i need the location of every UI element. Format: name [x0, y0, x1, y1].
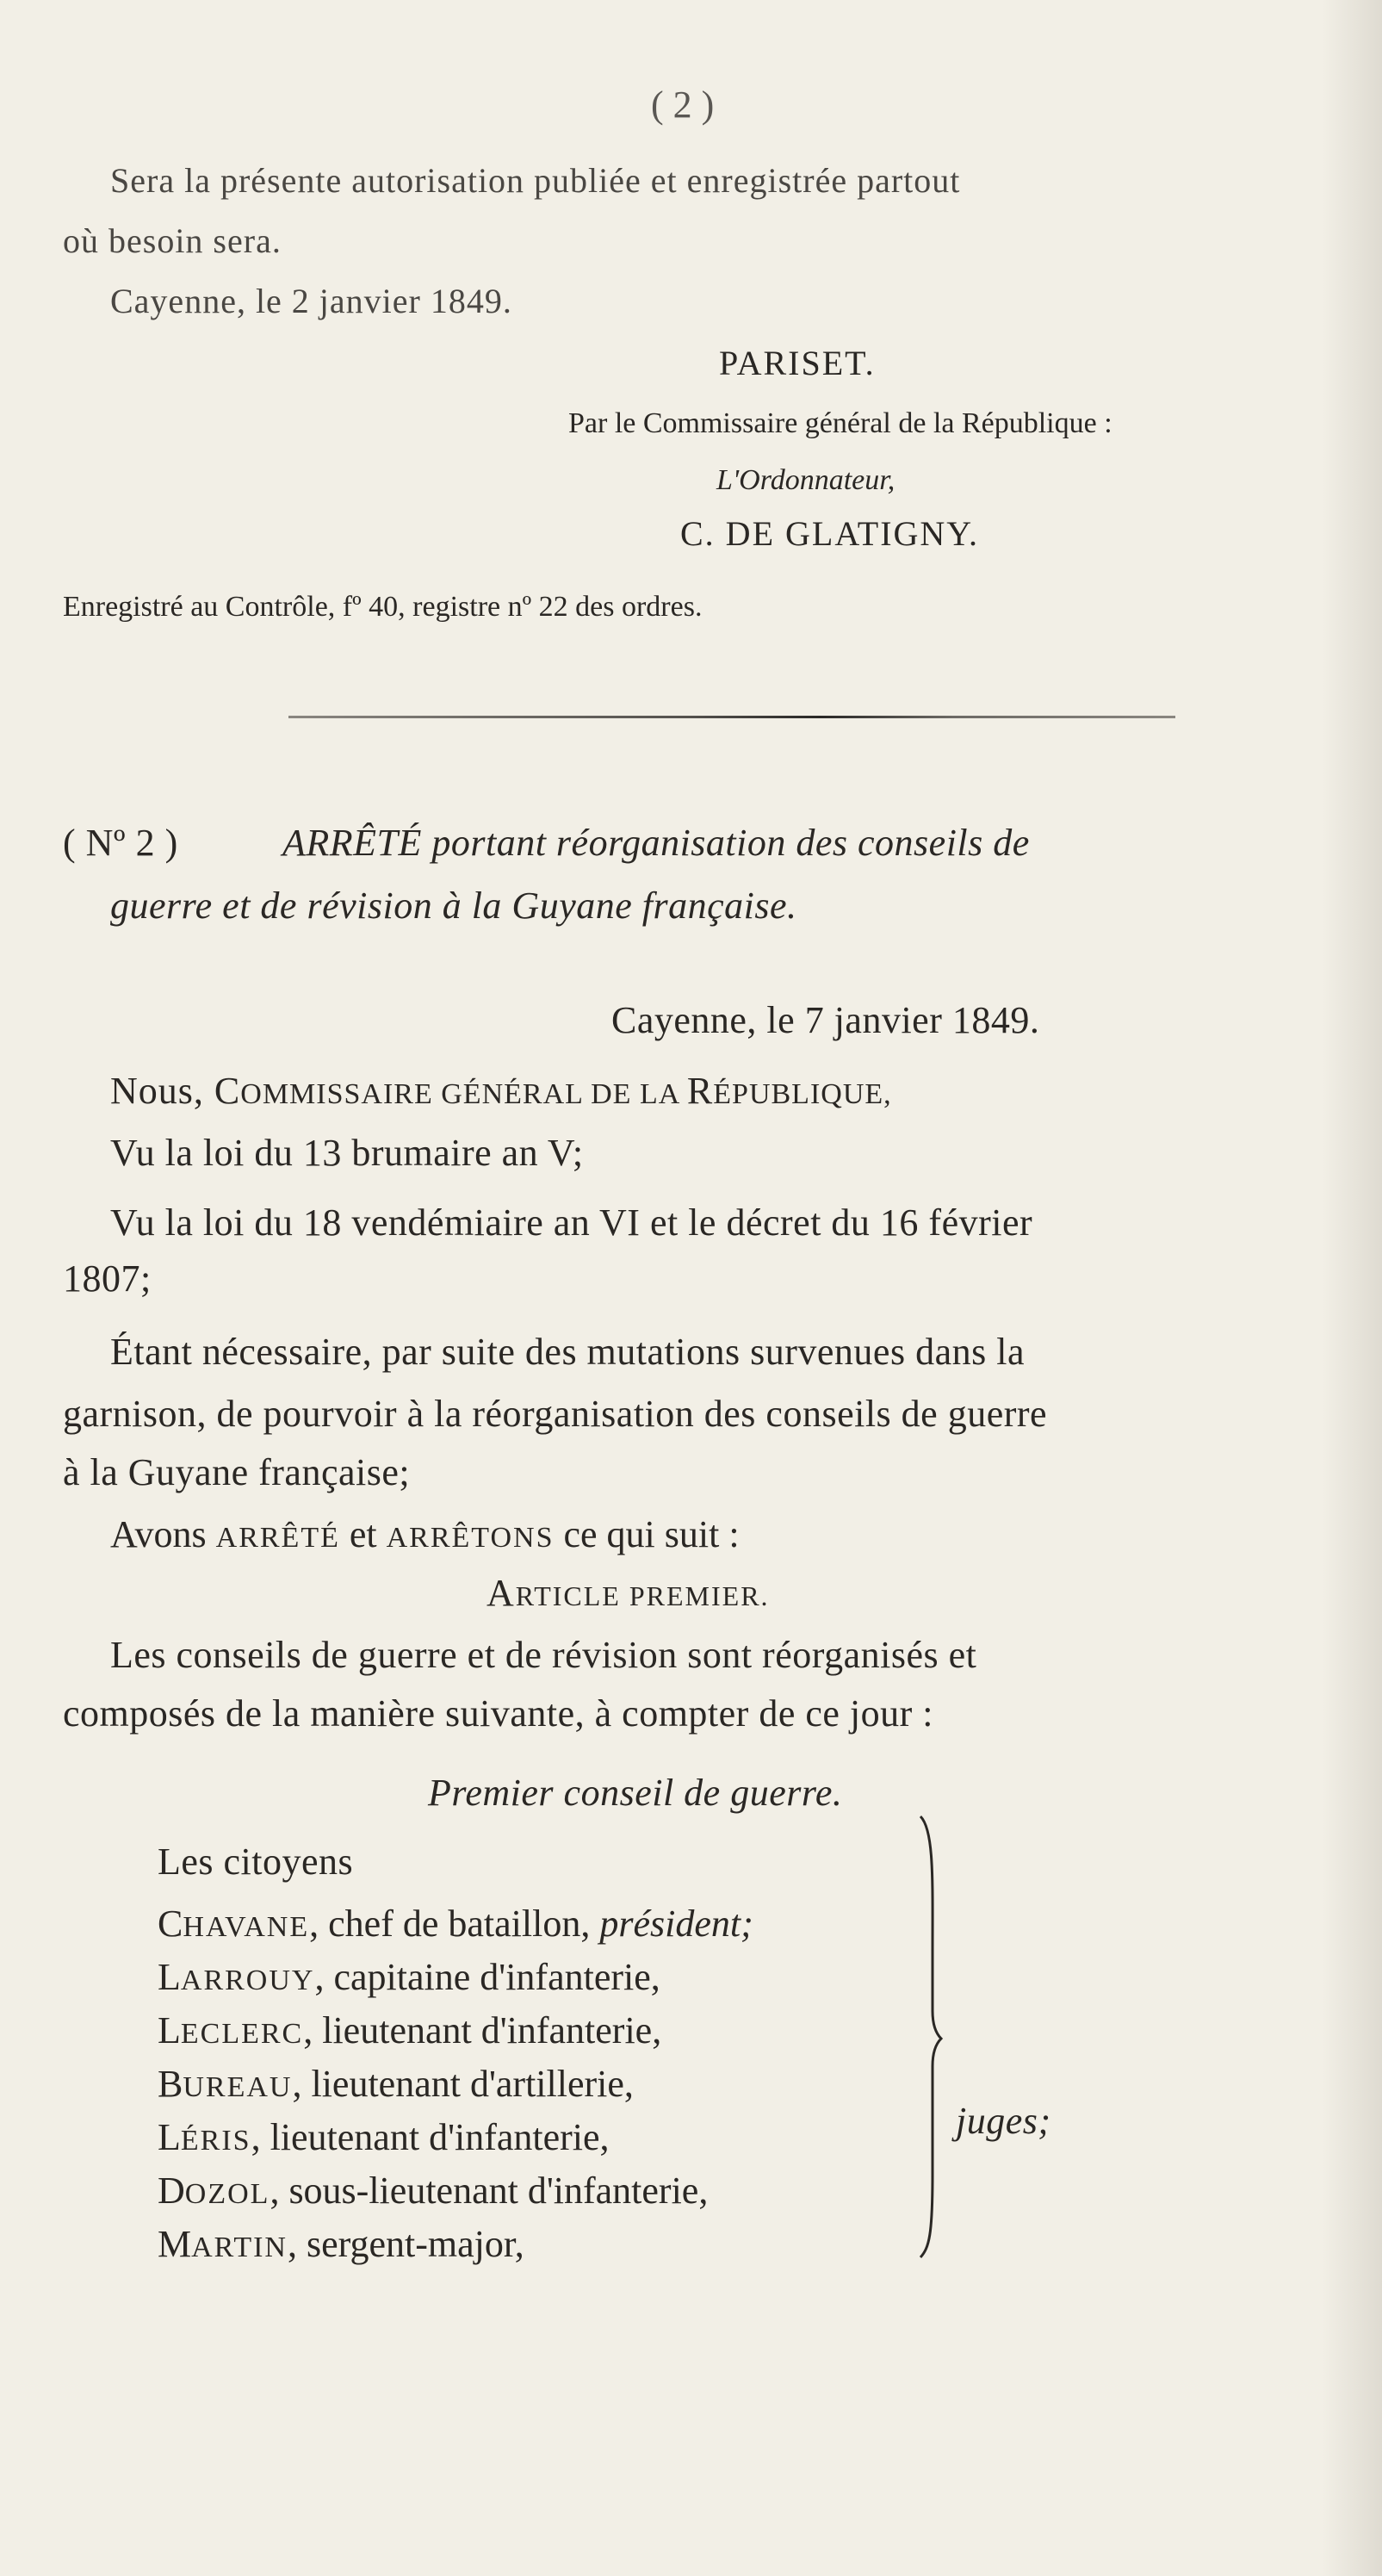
- arrete-date: Cayenne, le 7 janvier 1849.: [611, 999, 1040, 1041]
- member-leris: LÉRIS, lieutenant d'infanterie,: [158, 2116, 610, 2158]
- member-martin: MARTIN, sergent-major,: [158, 2223, 524, 2265]
- arrete-title-line2: guerre et de révision à la Guyane française.: [110, 885, 797, 927]
- member-leclerc: LECLERC, lieutenant d'infanterie,: [158, 2009, 662, 2051]
- page-number: ( 2 ): [651, 84, 715, 126]
- member-larrouy: LARROUY, capitaine d'infanterie,: [158, 1956, 660, 1998]
- juges-label: juges;: [956, 2100, 1051, 2142]
- signatory-glatigny: C. DE GLATIGNY.: [680, 514, 980, 553]
- citoyens-label: Les citoyens: [158, 1840, 354, 1883]
- arrete-title-line1: ARRÊTÉ portant réorganisation des conseils de: [282, 822, 1030, 864]
- vu-loi-brumaire: Vu la loi du 13 brumaire an V;: [110, 1132, 584, 1174]
- date-line-1: Cayenne, le 2 janvier 1849.: [110, 282, 512, 320]
- arrete-number: ( Nº 2 ): [63, 822, 178, 864]
- member-bureau: BUREAU, lieutenant d'artillerie,: [158, 2063, 634, 2105]
- authority-line: Par le Commissaire général de la République :: [568, 407, 1112, 439]
- vu-loi-vendemiaire-line1: Vu la loi du 18 vendémiaire an VI et le décret du 16 février: [110, 1201, 1033, 1244]
- etant-line2: garnison, de pourvoir à la réorganisation des conseils de guerre: [63, 1393, 1048, 1435]
- member-chavane: CHAVANE, chef de bataillon, président;: [158, 1903, 753, 1945]
- conseils-line1: Les conseils de guerre et de révision sont réorganisés et: [110, 1634, 977, 1676]
- conseils-line2: composés de la manière suivante, à compter de ce jour :: [63, 1692, 934, 1735]
- avons-arrete-line: Avons ARRÊTÉ et ARRÊTONS ce qui suit :: [110, 1513, 740, 1555]
- premier-conseil-heading: Premier conseil de guerre.: [428, 1772, 843, 1814]
- nous-line: Nous, COMMISSAIRE GÉNÉRAL DE LA RÉPUBLIQUE,: [110, 1070, 892, 1112]
- etant-line3: à la Guyane française;: [63, 1451, 411, 1493]
- member-dozol: DOZOL, sous-lieutenant d'infanterie,: [158, 2169, 709, 2212]
- etant-line1: Étant nécessaire, par suite des mutations survenues dans la: [110, 1331, 1025, 1373]
- curly-brace: [917, 1813, 943, 2261]
- signatory-pariset: PARISET.: [719, 344, 876, 382]
- opening-text-line1: Sera la présente autorisation publiée et enregistrée partout: [110, 161, 961, 200]
- page-edge-shadow: [1322, 0, 1382, 2576]
- registration-line: Enregistré au Contrôle, fº 40, registre nº 22 des ordres.: [63, 591, 703, 623]
- ordonnateur-label: L'Ordonnateur,: [716, 464, 896, 496]
- opening-text-line2: où besoin sera.: [63, 221, 282, 260]
- article-heading: ARTICLE PREMIER.: [486, 1572, 770, 1614]
- vu-loi-vendemiaire-line2: 1807;: [63, 1257, 152, 1300]
- section-divider: [288, 716, 1175, 718]
